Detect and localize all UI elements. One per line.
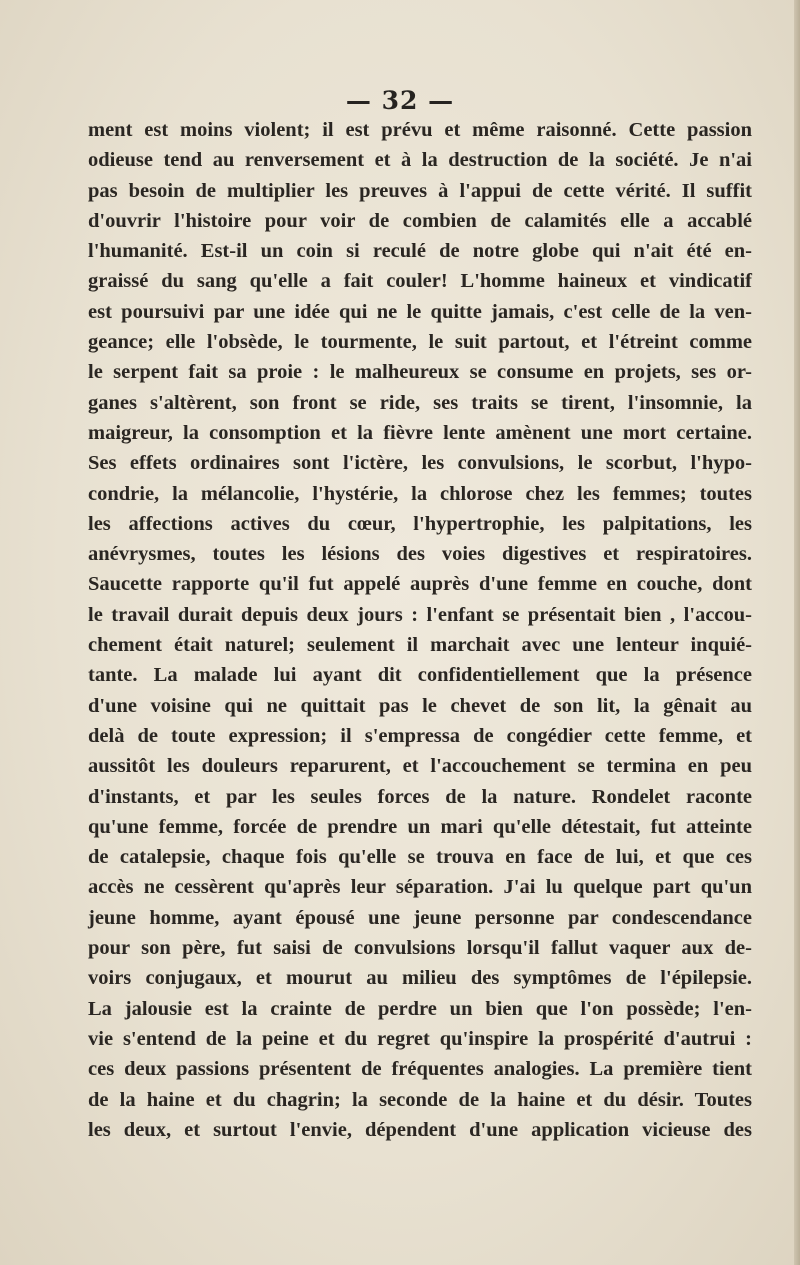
text-line: maigreur, la consomption et la fièvre lente amènent une mort certaine.: [88, 421, 752, 444]
text-line: condrie, la mélancolie, l'hystérie, la chlorose chez les femmes; toutes: [88, 482, 752, 505]
text-line: Saucette rapporte qu'il fut appelé auprès d'une femme en couche, dont: [88, 573, 752, 596]
page-edge: [794, 0, 800, 1265]
text-line: ganes s'altèrent, son front se ride, ses traits se tirent, l'insomnie, la: [88, 391, 752, 414]
text-line: chement était naturel; seulement il marchait avec une lenteur inquié-: [88, 634, 752, 657]
text-line: d'une voisine qui ne quittait pas le chevet de son lit, la gênait au: [88, 694, 752, 717]
text-line: accès ne cessèrent qu'après leur séparation. J'ai lu quelque part qu'un: [88, 876, 752, 899]
text-line: odieuse tend au renversement et à la destruction de la société. Je n'ai: [88, 149, 752, 172]
text-line: les deux, et surtout l'envie, dépendent d'une application vicieuse des: [88, 1118, 752, 1141]
text-line: l'humanité. Est-il un coin si reculé de notre globe qui n'ait été en-: [88, 240, 752, 263]
text-line: voirs conjugaux, et mourut au milieu des symptômes de l'épilepsie.: [88, 967, 752, 990]
text-line: aussitôt les douleurs reparurent, et l'accouchement se termina en peu: [88, 755, 752, 778]
text-line: le travail durait depuis deux jours : l'enfant se présentait bien , l'accou-: [88, 603, 752, 626]
text-line: anévrysmes, toutes les lésions des voies digestives et respiratoires.: [88, 543, 752, 566]
text-line: est poursuivi par une idée qui ne le quitte jamais, c'est celle de la ven-: [88, 300, 752, 323]
text-line: pas besoin de multiplier les preuves à l'appui de cette vérité. Il suffit: [88, 179, 752, 202]
text-line: tante. La malade lui ayant dit confidentiellement que la présence: [88, 664, 752, 687]
text-line: pour son père, fut saisi de convulsions lorsqu'il fallut vaquer aux de-: [88, 937, 752, 960]
text-line: d'instants, et par les seules forces de la nature. Rondelet raconte: [88, 785, 752, 808]
text-line: delà de toute expression; il s'empressa de congédier cette femme, et: [88, 724, 752, 747]
text-line: Ses effets ordinaires sont l'ictère, les convulsions, le scorbut, l'hypo-: [88, 452, 752, 475]
body-text: [88, 115, 752, 1145]
text-line: geance; elle l'obsède, le tourmente, le suit partout, et l'étreint comme: [88, 331, 752, 354]
text-line: de catalepsie, chaque fois qu'elle se trouva en face de lui, et que ces: [88, 846, 752, 869]
text-line: d'ouvrir l'histoire pour voir de combien de calamités elle a accablé: [88, 209, 752, 232]
text-line: ces deux passions présentent de fréquentes analogies. La première tient: [88, 1058, 752, 1081]
text-line: le serpent fait sa proie : le malheureux se consume en projets, ses or-: [88, 361, 752, 384]
page-number: — 32 —: [345, 86, 455, 115]
text-line: graissé du sang qu'elle a fait couler! L'homme haineux et vindicatif: [88, 270, 752, 293]
text-line: de la haine et du chagrin; la seconde de la haine et du désir. Toutes: [88, 1088, 752, 1111]
text-line: La jalousie est la crainte de perdre un bien que l'on possède; l'en-: [88, 997, 752, 1020]
text-line: ment est moins violent; il est prévu et même raisonné. Cette passion: [88, 119, 752, 141]
text-line: vie s'entend de la peine et du regret qu'inspire la prospérité d'autrui :: [88, 1027, 752, 1050]
text-line: les affections actives du cœur, l'hypertrophie, les palpitations, les: [88, 512, 752, 535]
text-line: jeune homme, ayant épousé une jeune personne par condescendance: [88, 906, 752, 929]
text-line: qu'une femme, forcée de prendre un mari qu'elle détestait, fut atteinte: [88, 815, 752, 838]
